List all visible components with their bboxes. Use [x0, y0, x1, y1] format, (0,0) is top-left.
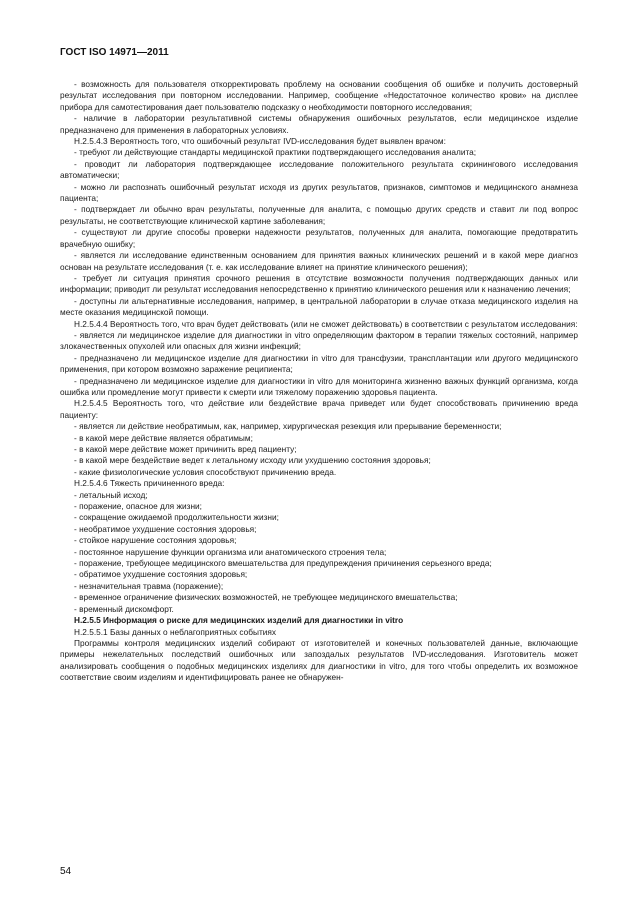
list-item: - доступны ли альтернативные исследования, например, в центральной лаборатории в случае отказа медицинского изделия на месте оказания медицинской помощи. [60, 295, 578, 318]
list-item: - предназначено ли медицинское изделие для диагностики in vitro для мониторинга жизненно важных функций организма, когда ошибка или промедление могут привести к смерти или тяжелому поражению здоровья пациента. [60, 375, 578, 397]
page-number: 54 [60, 866, 72, 877]
list-item: - в какой мере действие является обратимым; [74, 432, 253, 443]
paragraph: - наличие в лаборатории результативной системы обнаружения ошибочных результатов, если медицинское изделие предназначено для применения в лабораторных условиях. [60, 113, 578, 135]
document-header: ГОСТ ISO 14971—2011 [60, 47, 169, 58]
list-item: - необратимое ухудшение состояния здоровья; [74, 523, 257, 534]
list-item: - обратимое ухудшение состояния здоровья; [74, 569, 248, 580]
list-item: - постоянное нарушение функции организма или анатомического строения тела; [74, 546, 387, 557]
list-item: - можно ли распознать ошибочный результат исходя из других результатов, признаков, симптомов и медицинского анамнеза пациента; [60, 181, 578, 204]
list-item: - поражение, опасное для жизни; [74, 501, 202, 512]
list-item: - проводит ли лаборатория подтверждающее исследование положительного результата скринингового исследования автоматически; [60, 158, 578, 181]
paragraph: - возможность для пользователя откорректировать проблему на основании сообщения об ошибке и получить достоверный результат исследования при повторном исследовании. Например, сообщение «Недостаточное количество крови» на дисплее прибора для самотестирования дает пользователю подсказку о необходимости повторного исследования; [60, 79, 578, 112]
list-item: - существуют ли другие способы проверки надежности результатов, полученных для аналита, помогающие предотвратить врачебную ошибку; [60, 227, 578, 249]
section-heading: Н.2.5.4.3 Вероятность того, что ошибочный результат IVD-исследования будет выявлен врачом: [74, 136, 446, 147]
list-item: - летальный исход; [74, 489, 148, 500]
list-item: - в какой мере действие может причинить вред пациенту; [74, 444, 297, 454]
section-heading: Н.2.5.4.5 Вероятность того, что действие или бездействие врача приведет или будет способствовать причинению вреда пациенту: [60, 398, 578, 420]
list-item: - является ли действие необратимым, как, например, хирургическая резекция или прерывание беременности; [74, 421, 502, 432]
list-item: - требует ли ситуация принятия срочного решения в отсутствие возможности получения подтверждающих данных или информации; приводит ли результат исследования непосредственно к принятию клинического решения или к назначению лечения; [60, 272, 578, 295]
section-heading: Н.2.5.4.4 Вероятность того, что врач будет действовать (или не сможет действовать) в соответствии с результатом исследования: [74, 318, 578, 329]
list-item: - является ли исследование единственным основанием для принятия важных клинических решений и в какой мере диагноз основан на результате исследования (т. е. как исследование влияет на принятие клинического решения); [60, 250, 578, 272]
list-item: - временное ограничение физических возможностей, не требующее медицинского вмешательства; [74, 592, 458, 603]
list-item: - какие физиологические условия способствуют причинению вреда. [74, 466, 337, 477]
list-item: - сокращение ожидаемой продолжительности жизни; [74, 512, 279, 523]
list-item: - подтверждает ли обычно врач результаты, полученные для аналита, с помощью других средств и ставит ли под вопрос результаты, не соответствующие клинической картине заболевания; [60, 204, 578, 226]
list-item: - временный дискомфорт. [74, 603, 174, 614]
list-item: - стойкое нарушение состояния здоровья; [74, 535, 237, 546]
section-heading: Н.2.5.5.1 Базы данных о неблагоприятных событиях [74, 626, 277, 637]
paragraph: Программы контроля медицинских изделий собирают от изготовителей и конечных пользователей данные, включающие примеры нежелательных последствий ошибочных или запоздалых результатов IVD-исследования. Изготовитель может анализировать сообщения о подобных медицинских изделиях для диагностики in vitro, для того чтобы определить их возможное соответствие своим изделиям и идентифицировать ранее не обнаружен- [60, 637, 578, 683]
list-item: - требуют ли действующие стандарты медицинской практики подтверждающего исследования аналита; [74, 147, 477, 158]
section-heading: Н.2.5.4.6 Тяжесть причиненного вреда: [74, 478, 225, 489]
list-item: - в какой мере бездействие ведет к летальному исходу или ухудшению состояния здоровья; [74, 455, 431, 466]
list-item: - незначительная травма (поражение); [74, 580, 224, 591]
list-item: - поражение, требующее медицинского вмешательства для предупреждения причинения серьезного вреда; [74, 558, 492, 569]
list-item: - предназначено ли медицинское изделие для диагностики in vitro для трансфузии, трансплантации или другого медицинского применения, при котором возможно заражение реципиента; [60, 352, 578, 375]
document-body [60, 79, 578, 684]
list-item: - является ли медицинское изделие для диагностики in vitro определяющим фактором в терапии тяжелых состояний, например злокачественных опухолей или опасных для жизни инфекций; [60, 329, 578, 352]
section-heading-bold: Н.2.5.5 Информация о риске для медицинских изделий для диагностики in vitro [74, 615, 404, 626]
